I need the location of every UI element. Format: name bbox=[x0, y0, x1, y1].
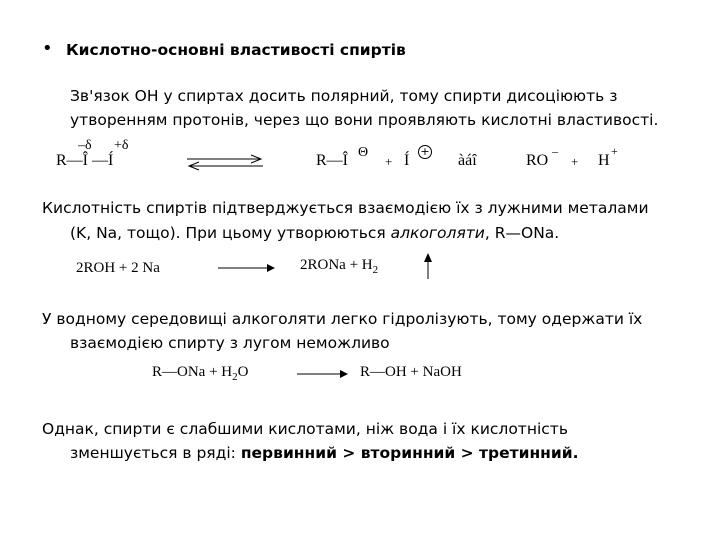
eq3-products: R—OH + NaOH bbox=[360, 364, 462, 380]
eq3-reactants: R—ONa + $H_2O$ bbox=[152, 364, 249, 383]
para3-line-2: взаємодією спирту з лугом неможливо bbox=[70, 334, 390, 352]
para3-line-1: У водному середовищі алкоголяти легко гідролізують, тому одержати їх bbox=[42, 310, 643, 328]
eq1-word: àáî bbox=[458, 152, 477, 169]
gas-arrow-up-icon bbox=[422, 252, 434, 280]
alcohol-series: первинний > вторинний > третинний bbox=[240, 444, 573, 462]
eq1-cation: Í bbox=[404, 152, 410, 169]
eq1-anion: R—Î bbox=[316, 152, 348, 169]
para2-line-1: Кислотність спиртів підтверджується взаємодією їх з лужними металами bbox=[42, 199, 649, 217]
equilibrium-arrows-icon bbox=[185, 154, 265, 172]
eq2-reactants: 2ROH + 2 Na bbox=[76, 260, 160, 276]
intro-line-2: утворенням протонів, через що вони проявляють кислотні властивості. bbox=[70, 111, 659, 129]
slide-heading: Кислотно-основні властивості спиртів bbox=[66, 41, 406, 59]
para2-line-2: (K, Na, тощо). При цьому утворюються алкоголяти, R—ONa. bbox=[70, 224, 560, 242]
eq1-h-charge: + bbox=[611, 144, 618, 158]
eq1-reactant: R—Î —Í bbox=[56, 152, 114, 169]
alkoholyaty-term: алкоголяти bbox=[390, 224, 485, 242]
eq1-ro: RO bbox=[526, 152, 549, 169]
bullet-icon: • bbox=[42, 38, 53, 59]
intro-line-1: Зв'язок ОН у спиртах досить полярний, тому спирти дисоціюють з bbox=[70, 87, 618, 105]
reaction-arrow-icon bbox=[217, 262, 277, 274]
para4-line-2: зменшується в ряді: первинний > вторинний > третинний. bbox=[70, 444, 579, 462]
negative-charge-icon: Θ bbox=[358, 145, 369, 160]
eq1-plus-2: + bbox=[571, 154, 579, 169]
eq1-plus-1: + bbox=[385, 154, 393, 169]
eq1-h: H bbox=[598, 152, 610, 169]
eq1-ro-charge: – bbox=[552, 144, 558, 158]
para4-line-1: Однак, спирти є слабшими кислотами, ніж вода і їх кислотність bbox=[42, 420, 568, 438]
delta-plus-label: +δ bbox=[114, 138, 129, 153]
eq2-products: 2RONa + $H_2$ bbox=[300, 257, 379, 276]
hydrolysis-arrow-icon bbox=[296, 368, 350, 380]
delta-minus-label: –δ bbox=[78, 138, 92, 153]
positive-charge-icon: + bbox=[418, 145, 432, 159]
